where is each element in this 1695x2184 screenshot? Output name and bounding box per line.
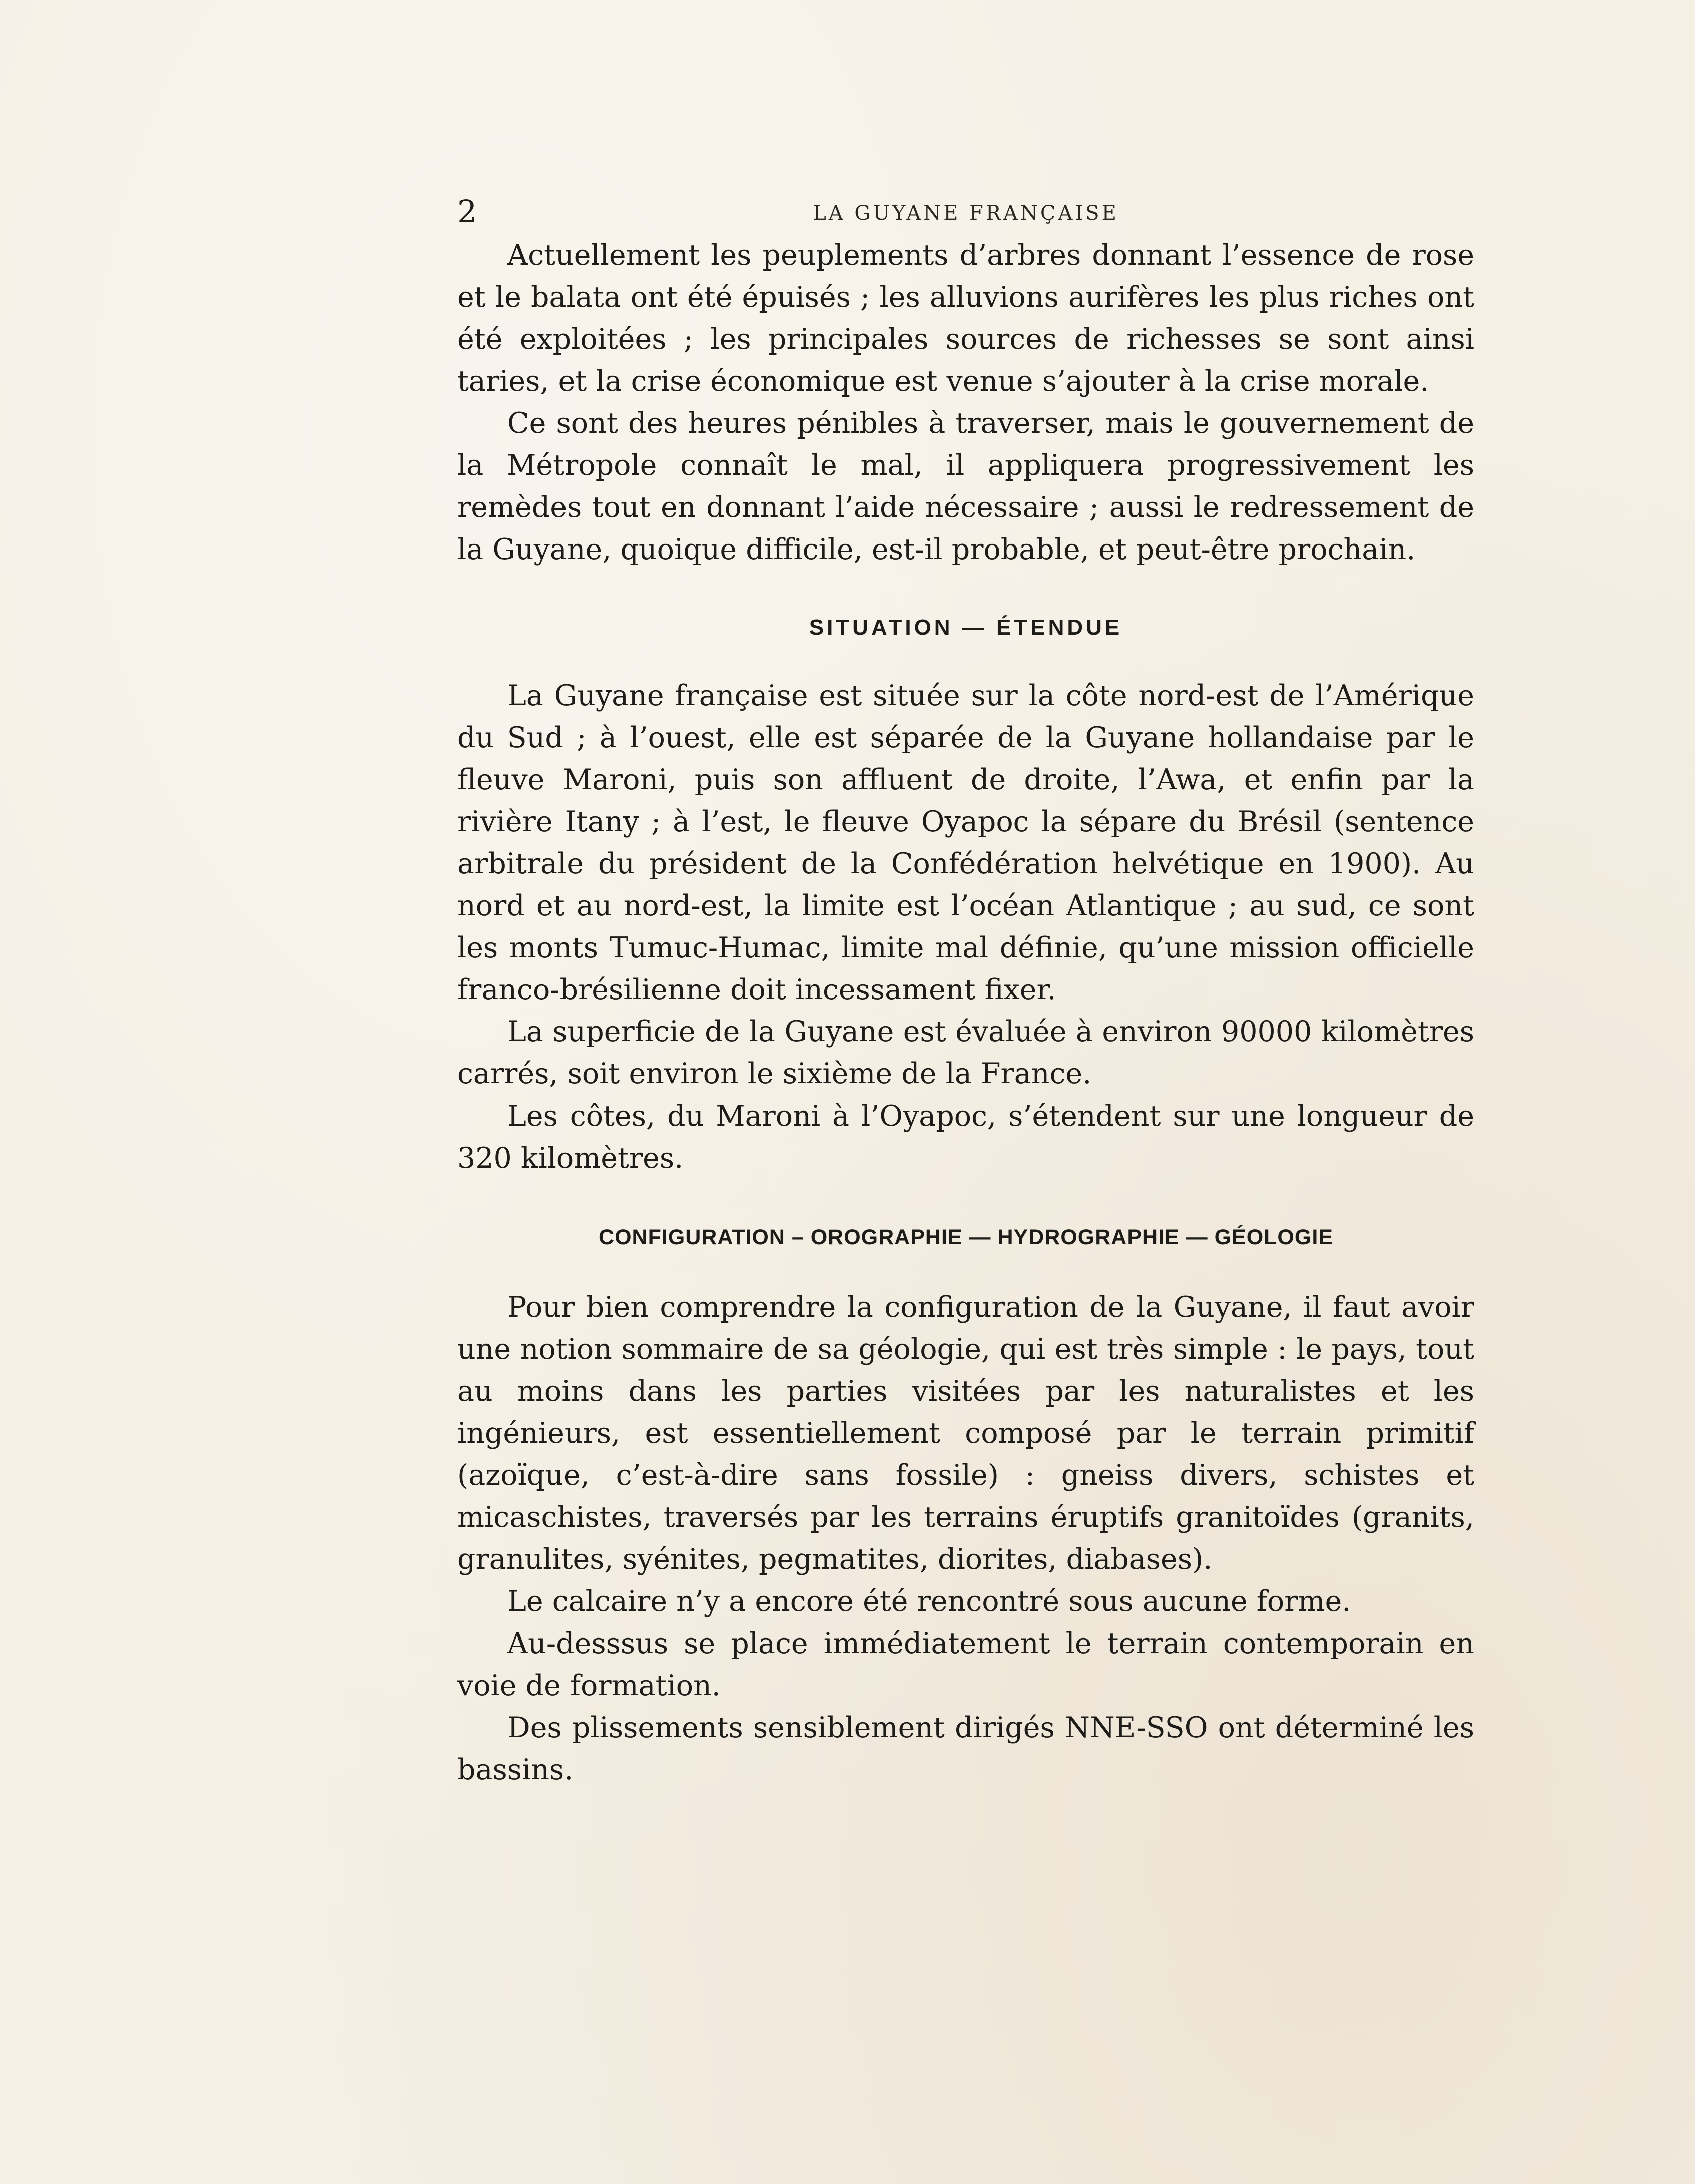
situation-paragraph-2: La superficie de la Guyane est évaluée à environ 90000 kilomètres carrés, soit environ le sixième de la France.	[457, 1015, 1474, 1090]
configuration-paragraph-3: Au-desssus se place immédiatement le terrain contemporain en voie de formation.	[457, 1627, 1474, 1702]
section-heading-situation: SITUATION — ÉTENDUE	[809, 615, 1123, 640]
page-content	[457, 189, 1474, 1791]
running-head	[457, 189, 1474, 234]
intro-paragraph-1: Actuellement les peuplements d’arbres donnant l’essence de rose et le balata ont été épuisés ; les alluvions aurifères les plus riches ont été exploitées ; les principales sources de richesses se sont ainsi taries, et la crise économique est venue s’ajouter à la crise morale.	[457, 239, 1474, 398]
situation-paragraph-1: La Guyane française est située sur la côte nord-est de l’Amérique du Sud ; à l’ouest, elle est séparée de la Guyane hollandaise par le fleuve Maroni, puis son affluent de droite, l’Awa, et enfin par la rivière Itany ; à l’est, le fleuve Oyapoc la sépare du Brésil (sentence arbitrale du président de la Confédération helvétique en 1900). Au nord et au nord-est, la limite est l’océan Atlantique ; au sud, ce sont les monts Tumuc-Humac, limite mal définie, qu’une mission officielle franco-brésilienne doit incessament fixer.	[457, 679, 1474, 1006]
page-number: 2	[457, 193, 477, 230]
configuration-paragraph-4: Des plissements sensiblement dirigés NNE-SSO ont déterminé les bassins.	[457, 1711, 1474, 1786]
running-title: LA GUYANE FRANÇAISE	[813, 202, 1119, 225]
section-heading-configuration: CONFIGURATION – OROGRAPHIE — HYDROGRAPHIE — GÉOLOGIE	[599, 1225, 1333, 1249]
configuration-paragraph-2: Le calcaire n’y a encore été rencontré sous aucune forme.	[507, 1585, 1351, 1618]
configuration-paragraph-1: Pour bien comprendre la configuration de la Guyane, il faut avoir une notion sommaire de sa géologie, qui est très simple : le pays, tout au moins dans les parties visitées par les naturalistes et les ingénieurs, est essentiellement composé par le terrain primitif (azoïque, c’est-à-dire sans fossile) : gneiss divers, schistes et micaschistes, traversés par les terrains éruptifs granitoïdes (granits, granulites, syénites, pegmatites, diorites, diabases).	[457, 1291, 1474, 1576]
situation-paragraph-3: Les côtes, du Maroni à l’Oyapoc, s’étendent sur une longueur de 320 kilomètres.	[457, 1100, 1474, 1175]
intro-paragraph-2: Ce sont des heures pénibles à traverser, mais le gouvernement de la Métropole connaît le mal, il appliquera progressivement les remèdes tout en donnant l’aide nécessaire ; aussi le redressement de la Guyane, quoique difficile, est-il probable, et peut-être prochain.	[457, 407, 1474, 566]
